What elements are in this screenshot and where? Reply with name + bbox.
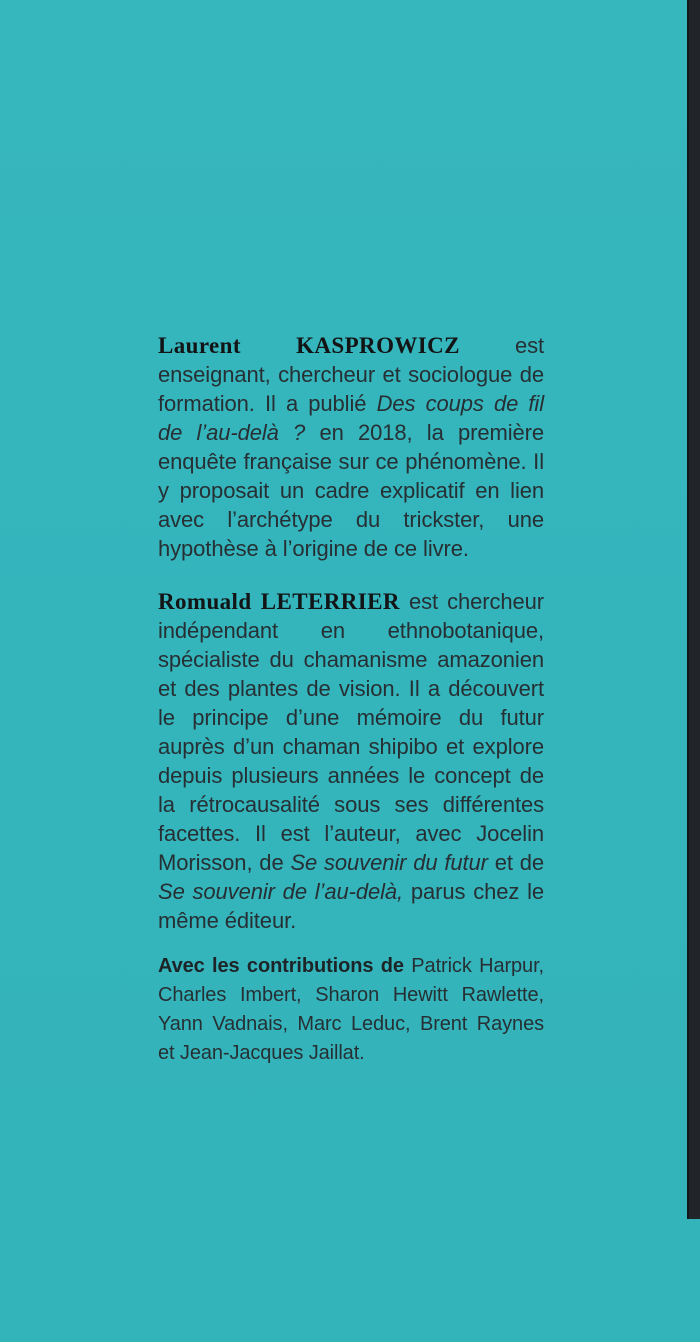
author-bio-text-block <box>158 331 544 1068</box>
contributors-names: Patrick Harpur, Charles Imbert, Sharon Hewitt Rawlette, Yann Vadnais, Marc Leduc, Brent Raynes et Jean-Jacques Jaillat. <box>158 955 544 1064</box>
bio-paragraph-laurent-kasprowicz <box>158 331 544 563</box>
contributors-paragraph <box>158 952 544 1068</box>
bio-text: parus chez le même éditeur. <box>158 879 544 933</box>
contributors-lead-text: Avec les contributions de <box>158 955 404 977</box>
author-name-romuald-leterrier: Romuald LETERRIER <box>158 589 400 614</box>
bio-text: est chercheur indépendant en ethnobotanique, spécialiste du chamanisme amazonien et des plantes de vision. Il a découvert le principe d’une mémoire du futur auprès d’un chaman shipibo et explore depuis plusieurs années le concept de la rétrocausalité sous ses différentes facettes. Il est l’auteur, avec Jocelin Morisson, de <box>158 589 544 875</box>
bio-paragraph-romuald-leterrier <box>158 587 544 935</box>
right-page-edge-dark-strip <box>687 0 700 1219</box>
author-name-laurent-kasprowicz: Laurent KASPROWICZ <box>158 333 460 358</box>
bio-text: est enseignant, chercheur et sociologue de formation. Il a publié <box>158 333 544 416</box>
book-title-italic: Se souvenir du futur <box>290 850 488 875</box>
book-title-italic: Des coups de fil de l’au-delà ? <box>158 391 544 445</box>
bio-text: en 2018, la première enquête française sur ce phénomène. Il y proposait un cadre explicatif en lien avec l’archétype du trickster, une hypothèse à l’origine de ce livre. <box>158 420 544 561</box>
book-title-italic: Se souvenir de l’au-delà, <box>158 879 404 904</box>
bio-text: et de <box>487 850 544 875</box>
